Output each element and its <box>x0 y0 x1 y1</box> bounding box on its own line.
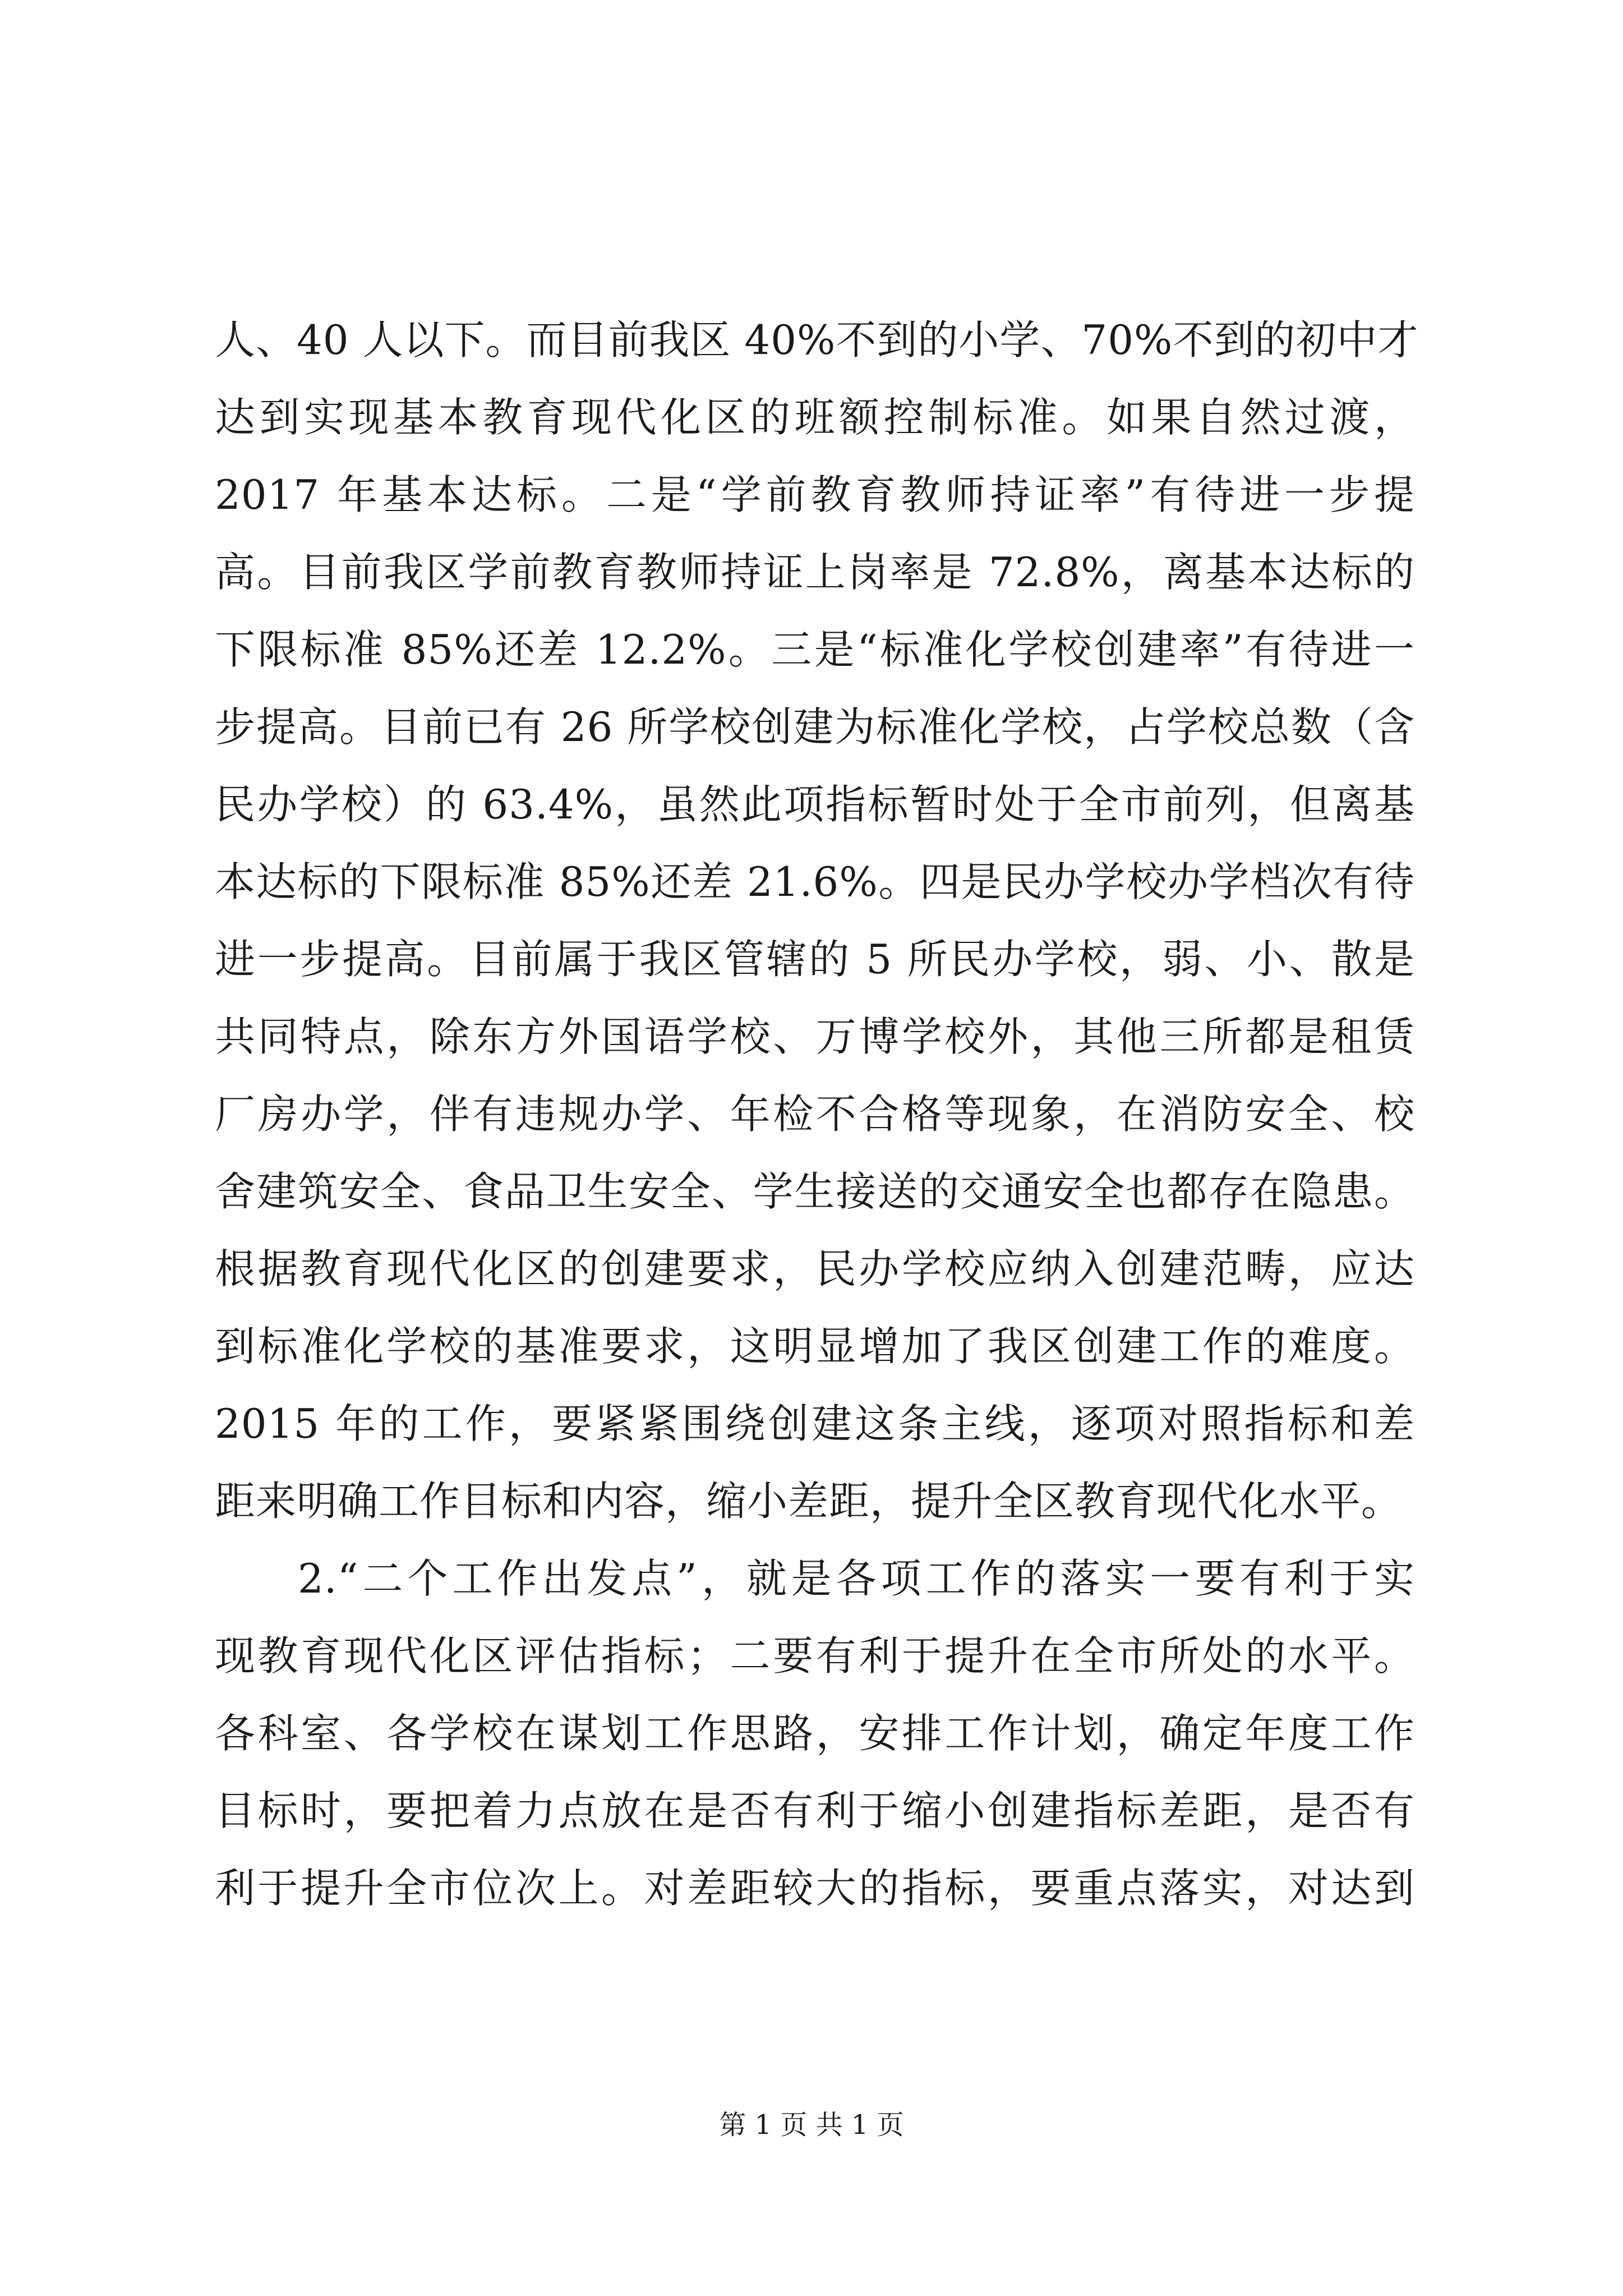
text-line: 高。目前我区学前教育教师持证上岗率是 72.8%，离基本达标的 <box>215 549 1415 596</box>
page-number-label: 第 1 页 共 1 页 <box>719 2109 904 2141</box>
text-line: 现教育现代化区评估指标；二要有利于提升在全市所处的水平。 <box>215 1632 1415 1680</box>
document-body <box>215 301 1419 1927</box>
page-footer <box>0 2108 1623 2142</box>
text-line: 2015 年的工作，要紧紧围绕创建这条主线，逐项对照指标和差 <box>215 1400 1415 1447</box>
text-line: 共同特点，除东方外国语学校、万博学校外，其他三所都是租赁 <box>215 1013 1415 1060</box>
text-line: 达到实现基本教育现代化区的班额控制标准。如果自然过渡， <box>215 394 1415 441</box>
text-line: 进一步提高。目前属于我区管辖的 5 所民办学校，弱、小、散是 <box>215 936 1415 983</box>
text-line: 距来明确工作目标和内容，缩小差距，提升全区教育现代化水平。 <box>215 1478 1403 1525</box>
text-line: 各科室、各学校在谋划工作思路，安排工作计划，确定年度工作 <box>215 1710 1415 1757</box>
text-line: 厂房办学，伴有违规办学、年检不合格等现象，在消防安全、校 <box>215 1091 1415 1138</box>
text-line: 人、40 人以下。而目前我区 40%不到的小学、70%不到的初中才 <box>215 316 1419 364</box>
text-line: 民办学校）的 63.4%，虽然此项指标暂时处于全市前列，但离基 <box>215 781 1415 828</box>
text-line: 本达标的下限标准 85%还差 21.6%。四是民办学校办学档次有待 <box>215 858 1415 905</box>
text-line: 目标时，要把着力点放在是否有利于缩小创建指标差距，是否有 <box>215 1787 1415 1834</box>
paragraph-2 <box>215 1540 1415 1927</box>
text-line: 下限标准 85%还差 12.2%。三是“标准化学校创建率”有待进一 <box>215 626 1415 673</box>
paragraph-1 <box>215 301 1419 1540</box>
text-line: 2.“二个工作出发点”，就是各项工作的落实一要有利于实 <box>298 1555 1415 1602</box>
text-line: 步提高。目前已有 26 所学校创建为标准化学校，占学校总数（含 <box>215 703 1415 751</box>
text-line: 利于提升全市位次上。对差距较大的指标，要重点落实，对达到 <box>215 1865 1415 1912</box>
text-line: 2017 年基本达标。二是“学前教育教师持证率”有待进一步提 <box>215 471 1415 518</box>
text-line: 根据教育现代化区的创建要求，民办学校应纳入创建范畴，应达 <box>215 1245 1415 1292</box>
text-line: 到标准化学校的基准要求，这明显增加了我区创建工作的难度。 <box>215 1323 1415 1370</box>
text-line: 舍建筑安全、食品卫生安全、学生接送的交通安全也都存在隐患。 <box>215 1168 1415 1215</box>
